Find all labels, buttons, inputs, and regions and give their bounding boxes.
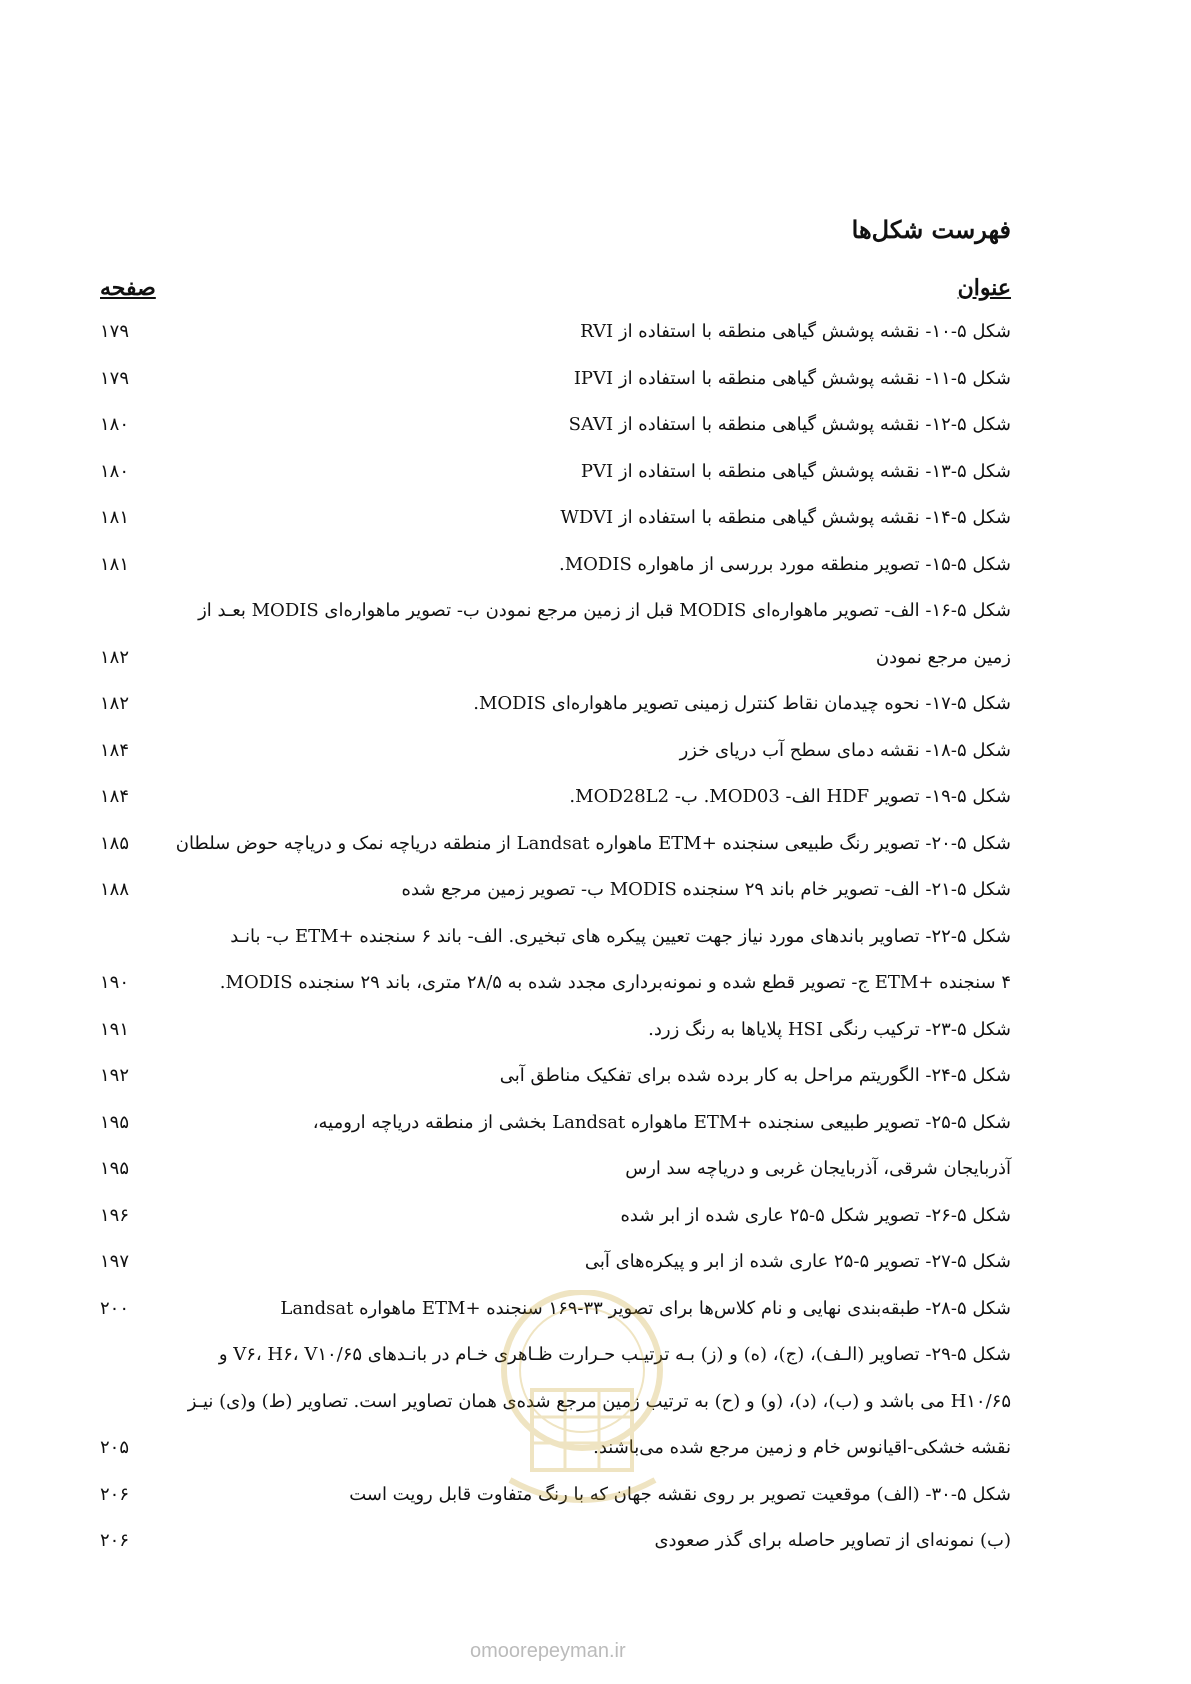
list-item [100,1018,1011,1065]
page-number: ۱۸۱ [100,507,130,528]
figure-caption: آذربایجان شرقی، آذربایجان غربی و دریاچه سد ارس [625,1158,1011,1179]
figure-caption: شکل ۵-۱۳- نقشه پوشش گیاهی منطقه با استفاده از PVI [580,460,1011,482]
list-item [100,739,1011,786]
list-item [100,925,1011,972]
page-number: ۱۸۱ [100,553,130,575]
figure-caption: شکل ۵-۲۴- الگوریتم مراحل به کار برده شده برای تفکیک مناطق آبی [499,1065,1011,1086]
figure-caption: شکل ۵-۱۶- الف- تصویر ماهواره‌ای MODIS قبل از زمین مرجع نمودن ب- تصویر ماهواره‌ای MODIS بعـد از [198,600,1011,621]
figure-caption: شکل ۵-۳۰- (الف) موقعیت تصویر بر روی نقشه جهان که با رنگ متفاوت قابل رویت است [349,1483,1011,1505]
figure-caption: ۴ سنجنده +ETM ج- تصویر قطع شده و نمونه‌برداری مجدد شده به ۲۸/۵ متری، باند ۲۹ سنجنده MODIS. [219,972,1011,993]
list-item [100,553,1011,600]
page-title: فهرست شکل‌ها [851,215,1011,244]
figure-caption: شکل ۵-۲۷- تصویر ۵-۲۵ عاری شده از ابر و پیکره‌های آبی [584,1251,1011,1272]
figure-caption: نقشه خشکی-اقیانوس خام و زمین مرجع شده می‌باشند. [593,1437,1011,1458]
figure-caption: (ب) نمونه‌ای از تصاویر حاصله برای گذر صعودی [654,1530,1011,1551]
figure-caption: شکل ۵-۲۸- طبقه‌بندی نهایی و نام کلاس‌ها برای تصویر ۳۳-۱۶۹ سنجنده +ETM ماهواره Landsat [280,1297,1011,1319]
list-item [100,692,1011,739]
list-item [100,832,1011,879]
page-number: ۱۹۵ [100,1111,130,1133]
page-number: ۱۸۲ [100,646,130,668]
figure-caption: شکل ۵-۱۱- نقشه پوشش گیاهی منطقه با استفاده از IPVI [573,367,1011,389]
list-item [100,1157,1011,1204]
figure-caption: شکل ۵-۱۵- تصویر منطقه مورد بررسی از ماهواره MODIS. [559,553,1011,575]
watermark-site-text: omoorepeyman.ir [470,1640,626,1662]
column-header-page: صفحه [100,275,156,301]
page-number: ۱۸۰ [100,414,130,435]
page-number: ۱۸۴ [100,739,130,761]
figure-caption: شکل ۵-۱۹- تصویر HDF الف- MOD03. ب- MOD28L2. [569,786,1011,807]
list-item [100,878,1011,925]
figure-caption: شکل ۵-۲۳- ترکیب رنگی HSI پلایاها به رنگ زرد. [648,1018,1011,1040]
page-number: ۱۹۷ [100,1251,130,1272]
list-item [100,1064,1011,1111]
column-header-title: عنوان [957,275,1011,301]
list-item [100,413,1011,460]
figure-caption: زمین مرجع نمودن [875,646,1011,668]
page-number: ۱۸۴ [100,786,130,807]
list-item [100,506,1011,553]
page-number: ۱۸۰ [100,460,130,482]
figure-caption: شکل ۵-۲۹- تصاویر (الـف)، (ج)، (ه) و (ز) بـه ترتیـب حـرارت ظـاهری خـام در بانـدهای V۶، H۶، V۱۰/۶۵ و [218,1344,1011,1365]
page-number: ۱۸۲ [100,693,130,714]
figure-caption: شکل ۵-۲۱- الف- تصویر خام باند ۲۹ سنجنده MODIS ب- تصویر زمین مرجع شده [401,879,1011,900]
list-item [100,785,1011,832]
page-number: ۱۷۹ [100,321,130,342]
page-number: ۱۹۵ [100,1158,130,1179]
page-number: ۱۷۹ [100,367,130,389]
seal-watermark-icon [490,1290,675,1520]
page-number: ۲۰۰ [100,1297,130,1319]
page-number: ۱۹۲ [100,1065,130,1086]
figure-caption: شکل ۵-۱۷- نحوه چیدمان نقاط کنترل زمینی تصویر ماهواره‌ای MODIS. [473,693,1011,714]
figure-caption: شکل ۵-۱۰- نقشه پوشش گیاهی منطقه با استفاده از RVI [580,321,1011,342]
figure-caption: شکل ۵-۲۵- تصویر طبیعی سنجنده +ETM ماهواره Landsat بخشی از منطقه دریاچه ارومیه، [312,1111,1011,1133]
figure-caption: شکل ۵-۲۶- تصویر شکل ۵-۲۵ عاری شده از ابر شده [620,1204,1011,1226]
page-number: ۱۸۸ [100,879,130,900]
list-item [100,599,1011,646]
page-number: ۱۹۱ [100,1018,130,1040]
list-item [100,646,1011,693]
page-number: ۲۰۶ [100,1483,130,1505]
page-number: ۱۸۵ [100,832,130,854]
list-item [100,320,1011,367]
list-item [100,1204,1011,1251]
list-item [100,1111,1011,1158]
page-number: ۲۰۶ [100,1530,130,1551]
figure-caption: شکل ۵-۱۸- نقشه دمای سطح آب دریای خزر [679,739,1011,761]
figure-caption: شکل ۵-۲۰- تصویر رنگ طبیعی سنجنده +ETM ماهواره Landsat از منطقه دریاچه نمک و دریاچه حوض سلطان [175,832,1011,854]
page-number: ۱۹۰ [100,972,130,993]
list-item [100,367,1011,414]
figure-caption: شکل ۵-۲۲- تصاویر باندهای مورد نیاز جهت تعیین پیکره های تبخیری. الف- باند ۶ سنجنده +ETM ب- بانـد [230,925,1011,947]
page-number: ۱۹۶ [100,1204,130,1226]
list-item [100,971,1011,1018]
page-number: ۲۰۵ [100,1437,130,1458]
list-item [100,1529,1011,1576]
figure-caption: شکل ۵-۱۲- نقشه پوشش گیاهی منطقه با استفاده از SAVI [568,414,1011,435]
figure-caption: شکل ۵-۱۴- نقشه پوشش گیاهی منطقه با استفاده از WDVI [560,507,1011,528]
list-item [100,460,1011,507]
figure-caption: H۱۰/۶۵ می باشد و (ب)، (د)، (و) و (ح) به ترتیب زمین مرجع شده‌ی همان تصاویر است. تصاویر (ط) و(ی) نیـز [187,1390,1011,1412]
